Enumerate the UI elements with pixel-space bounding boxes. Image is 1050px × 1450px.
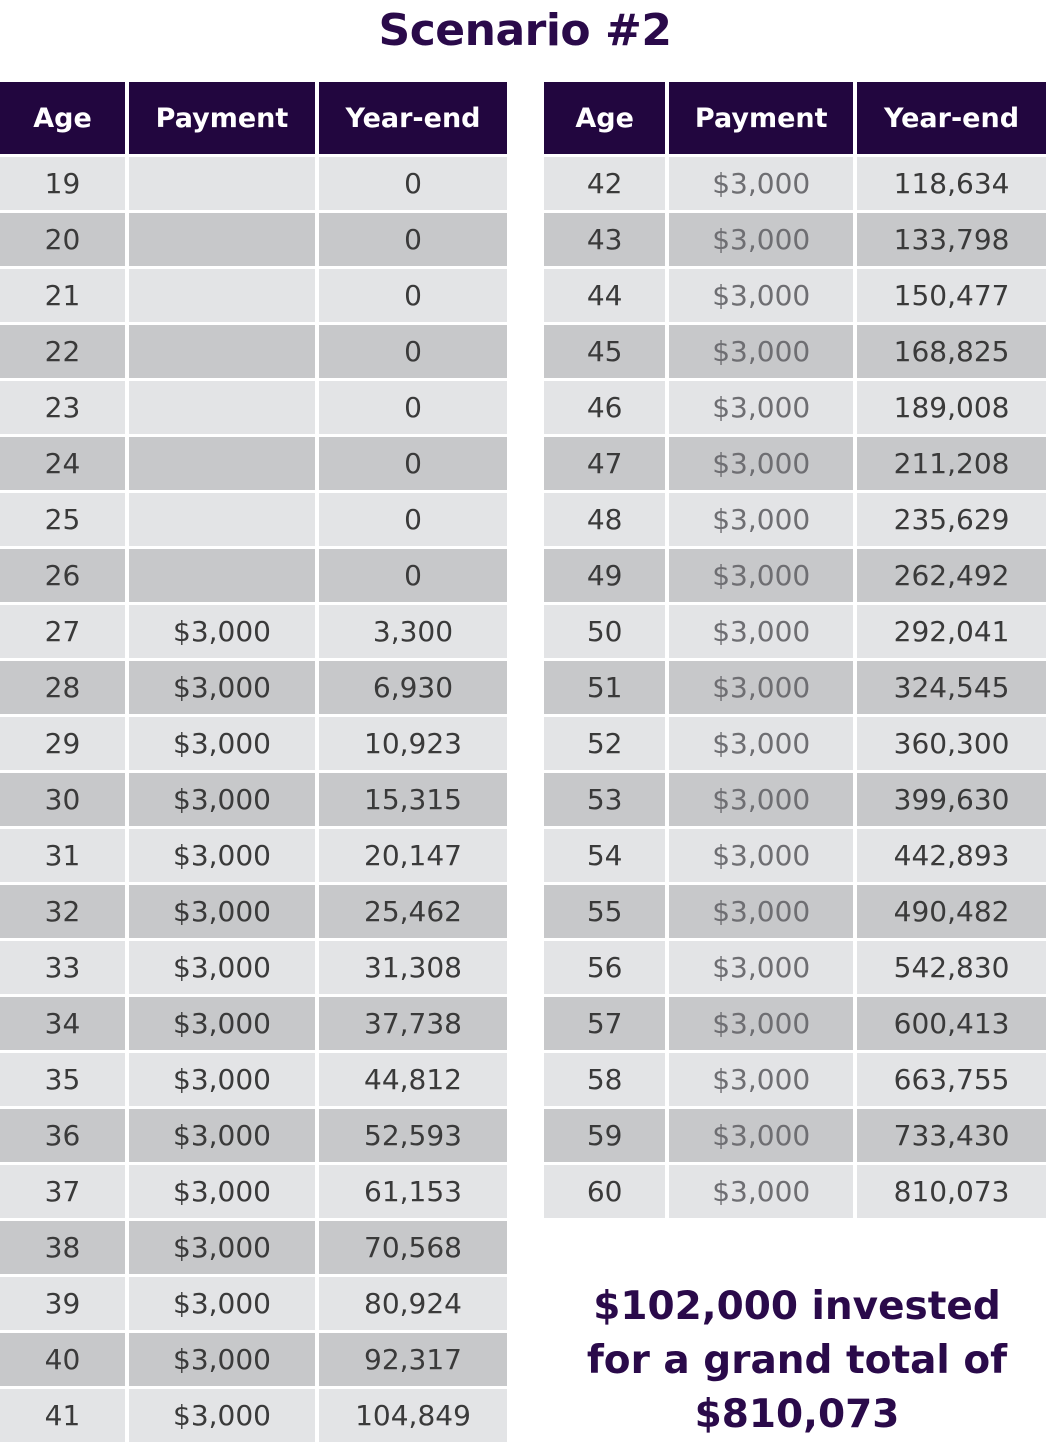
- age-cell: 60: [544, 1165, 665, 1218]
- table-header-row: [544, 82, 1046, 154]
- age-cell: 43: [544, 213, 665, 266]
- year-end-cell: 235,629: [857, 493, 1046, 546]
- age-cell: 53: [544, 773, 665, 826]
- table-row: [0, 157, 507, 210]
- age-cell: 41: [0, 1389, 125, 1442]
- age-cell: 20: [0, 213, 125, 266]
- year-end-cell: 0: [319, 493, 507, 546]
- year-end-cell: 733,430: [857, 1109, 1046, 1162]
- payment-cell: $3,000: [669, 941, 853, 994]
- age-cell: 40: [0, 1333, 125, 1386]
- year-end-cell: 0: [319, 437, 507, 490]
- age-cell: 23: [0, 381, 125, 434]
- year-end-cell: 0: [319, 325, 507, 378]
- age-cell: 28: [0, 661, 125, 714]
- table-row: [544, 885, 1046, 938]
- payment-cell: [129, 269, 315, 322]
- age-cell: 34: [0, 997, 125, 1050]
- payment-cell: $3,000: [129, 661, 315, 714]
- payment-cell: $3,000: [129, 773, 315, 826]
- summary-line-invested: $102,000 invested: [593, 1284, 1001, 1329]
- table-row: [0, 437, 507, 490]
- table-row: [544, 381, 1046, 434]
- payment-cell: [129, 325, 315, 378]
- year-end-cell: 92,317: [319, 1333, 507, 1386]
- table-row: [0, 1221, 507, 1274]
- year-end-cell: 150,477: [857, 269, 1046, 322]
- age-cell: 58: [544, 1053, 665, 1106]
- payment-cell: $3,000: [669, 437, 853, 490]
- schedule-table-right: [540, 79, 1050, 1221]
- year-end-cell: 292,041: [857, 605, 1046, 658]
- table-row: [544, 1053, 1046, 1106]
- year-end-cell: 61,153: [319, 1165, 507, 1218]
- age-cell: 48: [544, 493, 665, 546]
- payment-cell: $3,000: [669, 1165, 853, 1218]
- column-header-payment: Payment: [669, 82, 853, 154]
- payment-cell: $3,000: [669, 157, 853, 210]
- year-end-cell: 31,308: [319, 941, 507, 994]
- year-end-cell: 542,830: [857, 941, 1046, 994]
- table-row: [0, 885, 507, 938]
- age-cell: 56: [544, 941, 665, 994]
- table-row: [544, 773, 1046, 826]
- year-end-cell: 15,315: [319, 773, 507, 826]
- payment-cell: $3,000: [129, 605, 315, 658]
- table-row: [544, 213, 1046, 266]
- age-cell: 39: [0, 1277, 125, 1330]
- payment-cell: $3,000: [669, 1109, 853, 1162]
- year-end-cell: 37,738: [319, 997, 507, 1050]
- age-cell: 44: [544, 269, 665, 322]
- age-cell: 32: [0, 885, 125, 938]
- year-end-cell: 168,825: [857, 325, 1046, 378]
- table-row: [544, 661, 1046, 714]
- payment-cell: $3,000: [669, 605, 853, 658]
- year-end-cell: 80,924: [319, 1277, 507, 1330]
- payment-cell: $3,000: [129, 1389, 315, 1442]
- payment-cell: $3,000: [129, 997, 315, 1050]
- age-cell: 25: [0, 493, 125, 546]
- payment-cell: [129, 381, 315, 434]
- year-end-cell: 324,545: [857, 661, 1046, 714]
- payment-cell: [129, 493, 315, 546]
- table-row: [0, 941, 507, 994]
- payment-cell: $3,000: [129, 941, 315, 994]
- payment-cell: $3,000: [129, 1109, 315, 1162]
- age-cell: 42: [544, 157, 665, 210]
- column-header-age: Age: [544, 82, 665, 154]
- column-header-payment: Payment: [129, 82, 315, 154]
- table-row: [544, 157, 1046, 210]
- table-row: [544, 829, 1046, 882]
- year-end-cell: 0: [319, 381, 507, 434]
- summary-text: [544, 1280, 1050, 1442]
- summary-line-grand-total-label: for a grand total of: [586, 1338, 1008, 1383]
- age-cell: 36: [0, 1109, 125, 1162]
- age-cell: 57: [544, 997, 665, 1050]
- payment-cell: $3,000: [669, 213, 853, 266]
- table-row: [544, 605, 1046, 658]
- year-end-cell: 189,008: [857, 381, 1046, 434]
- table-row: [0, 381, 507, 434]
- age-cell: 47: [544, 437, 665, 490]
- table-row: [544, 325, 1046, 378]
- payment-cell: $3,000: [669, 661, 853, 714]
- year-end-cell: 10,923: [319, 717, 507, 770]
- payment-cell: $3,000: [669, 493, 853, 546]
- age-cell: 52: [544, 717, 665, 770]
- age-cell: 24: [0, 437, 125, 490]
- age-cell: 55: [544, 885, 665, 938]
- age-cell: 30: [0, 773, 125, 826]
- payment-cell: $3,000: [129, 1221, 315, 1274]
- payment-cell: $3,000: [129, 1053, 315, 1106]
- age-cell: 54: [544, 829, 665, 882]
- table-row: [0, 829, 507, 882]
- payment-cell: $3,000: [669, 997, 853, 1050]
- age-cell: 50: [544, 605, 665, 658]
- year-end-cell: 360,300: [857, 717, 1046, 770]
- payment-cell: $3,000: [669, 829, 853, 882]
- table-row: [0, 1165, 507, 1218]
- age-cell: 59: [544, 1109, 665, 1162]
- payment-cell: $3,000: [669, 325, 853, 378]
- year-end-cell: 133,798: [857, 213, 1046, 266]
- table-row: [544, 437, 1046, 490]
- page-title: Scenario #2: [378, 5, 672, 56]
- column-header-year-end: Year-end: [857, 82, 1046, 154]
- year-end-cell: 262,492: [857, 549, 1046, 602]
- age-cell: 19: [0, 157, 125, 210]
- table-row: [0, 997, 507, 1050]
- year-end-cell: 490,482: [857, 885, 1046, 938]
- payment-cell: $3,000: [129, 885, 315, 938]
- table-row: [0, 213, 507, 266]
- table-row: [544, 997, 1046, 1050]
- payment-cell: $3,000: [669, 717, 853, 770]
- payment-cell: $3,000: [669, 381, 853, 434]
- payment-cell: $3,000: [129, 1165, 315, 1218]
- table-row: [0, 493, 507, 546]
- age-cell: 31: [0, 829, 125, 882]
- payment-cell: [129, 549, 315, 602]
- year-end-cell: 810,073: [857, 1165, 1046, 1218]
- year-end-cell: 442,893: [857, 829, 1046, 882]
- age-cell: 38: [0, 1221, 125, 1274]
- summary-line-grand-total-value: $810,073: [694, 1392, 900, 1437]
- schedule-table-left: [0, 79, 511, 1445]
- year-end-cell: 211,208: [857, 437, 1046, 490]
- year-end-cell: 3,300: [319, 605, 507, 658]
- year-end-cell: 0: [319, 549, 507, 602]
- year-end-cell: 118,634: [857, 157, 1046, 210]
- year-end-cell: 663,755: [857, 1053, 1046, 1106]
- payment-cell: $3,000: [669, 269, 853, 322]
- year-end-cell: 25,462: [319, 885, 507, 938]
- table-header-row: [0, 82, 507, 154]
- year-end-cell: 0: [319, 213, 507, 266]
- age-cell: 29: [0, 717, 125, 770]
- age-cell: 51: [544, 661, 665, 714]
- table-row: [544, 549, 1046, 602]
- table-row: [0, 605, 507, 658]
- column-header-age: Age: [0, 82, 125, 154]
- table-row: [544, 941, 1046, 994]
- table-row: [544, 269, 1046, 322]
- payment-cell: [129, 157, 315, 210]
- payment-cell: $3,000: [669, 549, 853, 602]
- year-end-cell: 20,147: [319, 829, 507, 882]
- payment-cell: $3,000: [129, 1277, 315, 1330]
- table-row: [0, 549, 507, 602]
- payment-cell: $3,000: [669, 885, 853, 938]
- table-row: [0, 1389, 507, 1442]
- payment-cell: $3,000: [669, 773, 853, 826]
- payment-cell: [129, 437, 315, 490]
- age-cell: 46: [544, 381, 665, 434]
- table-row: [0, 717, 507, 770]
- table-row: [544, 717, 1046, 770]
- table-row: [544, 1109, 1046, 1162]
- year-end-cell: 600,413: [857, 997, 1046, 1050]
- table-row: [0, 661, 507, 714]
- table-row: [0, 1053, 507, 1106]
- year-end-cell: 0: [319, 157, 507, 210]
- age-cell: 49: [544, 549, 665, 602]
- table-row: [0, 269, 507, 322]
- age-cell: 35: [0, 1053, 125, 1106]
- year-end-cell: 399,630: [857, 773, 1046, 826]
- table-row: [0, 1333, 507, 1386]
- column-header-year-end: Year-end: [319, 82, 507, 154]
- payment-cell: $3,000: [129, 829, 315, 882]
- payment-cell: $3,000: [129, 717, 315, 770]
- table-row: [544, 1165, 1046, 1218]
- year-end-cell: 70,568: [319, 1221, 507, 1274]
- table-row: [0, 325, 507, 378]
- year-end-cell: 6,930: [319, 661, 507, 714]
- year-end-cell: 44,812: [319, 1053, 507, 1106]
- table-row: [0, 773, 507, 826]
- age-cell: 37: [0, 1165, 125, 1218]
- age-cell: 22: [0, 325, 125, 378]
- age-cell: 21: [0, 269, 125, 322]
- year-end-cell: 0: [319, 269, 507, 322]
- table-row: [544, 493, 1046, 546]
- payment-cell: $3,000: [669, 1053, 853, 1106]
- payment-cell: [129, 213, 315, 266]
- age-cell: 45: [544, 325, 665, 378]
- table-row: [0, 1277, 507, 1330]
- payment-cell: $3,000: [129, 1333, 315, 1386]
- table-row: [0, 1109, 507, 1162]
- age-cell: 33: [0, 941, 125, 994]
- year-end-cell: 104,849: [319, 1389, 507, 1442]
- year-end-cell: 52,593: [319, 1109, 507, 1162]
- age-cell: 27: [0, 605, 125, 658]
- age-cell: 26: [0, 549, 125, 602]
